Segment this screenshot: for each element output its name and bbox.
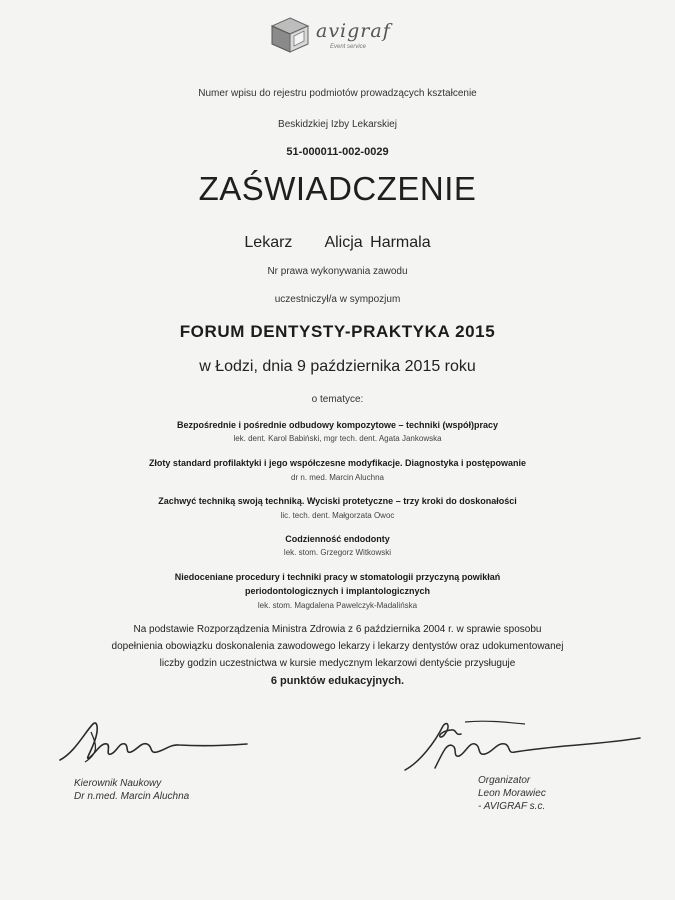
event-place-date: w Łodzi, dnia 9 października 2015 roku <box>199 358 476 375</box>
topic-4-title: Codzienność endodonty <box>285 534 390 544</box>
topic-5-author: lek. stom. Magdalena Pawelczyk-Madalińska <box>257 601 418 610</box>
recipient-line <box>0 234 675 252</box>
right-signature-icon <box>395 712 645 782</box>
education-points: 6 punktów edukacyjnych. <box>270 675 405 687</box>
document-title: ZAŚWIADCZENIE <box>198 170 477 207</box>
topics-label: o tematyce: <box>311 394 364 405</box>
topic-3-title: Zachwyć techniką swoją techniką. Wyciski protetyczne – trzy kroki do doskonałości <box>158 496 517 506</box>
topic-2-author: dr n. med. Marcin Aluchna <box>291 473 384 482</box>
license-label: Nr prawa wykonywania zawodu <box>267 266 408 277</box>
legal-line-1: Na podstawie Rozporządzenia Ministra Zdrowia z 6 października 2004 r. w sprawie sposobu <box>133 624 542 635</box>
logo-brand: avigraf <box>316 20 391 42</box>
left-signatory-name: Dr n.med. Marcin Aluchna <box>74 791 190 802</box>
topic-5-title-line-2: periodontologicznych i implantologicznych <box>244 586 430 596</box>
right-signatory-name: Leon Morawiec <box>478 788 546 799</box>
register-number: 51-000011-002-0029 <box>286 146 389 158</box>
topic-1-author: lek. dent. Karol Babiński, mgr tech. dent. Agata Jankowska <box>233 434 442 443</box>
logo-tagline: Event service <box>330 44 367 50</box>
legal-line-3: liczby godzin uczestnictwa w kursie medycznym lekarzowi dentyście przysługuje <box>159 658 516 669</box>
right-signatory-role: Organizator <box>478 775 531 786</box>
topic-1-title: Bezpośrednie i pośrednie odbudowy kompozytowe – techniki (współ)pracy <box>176 420 499 430</box>
cube-logo-icon <box>268 14 312 54</box>
left-signatory-role: Kierownik Naukowy <box>74 778 162 789</box>
right-signatory-company: - AVIGRAF s.c. <box>478 801 546 812</box>
topic-5-title-line-1: Niedoceniane procedury i techniki pracy w stomatologii przyczyną powikłań <box>174 572 501 582</box>
legal-line-2: dopełnienia obowiązku doskonalenia zawodowego lekarzy i lekarzy dentystów oraz udokumentowanej <box>111 641 564 652</box>
left-signature-icon <box>55 712 255 772</box>
register-line-1: Numer wpisu do rejestru podmiotów prowadzących kształcenie <box>198 88 477 99</box>
topic-4-author: lek. stom. Grzegorz Witkowski <box>283 548 392 557</box>
left-signatory <box>74 777 189 803</box>
recipient-name: Alicja Harmala <box>324 234 431 251</box>
topic-2-title: Złoty standard profilaktyki i jego współczesne modyfikacje. Diagnostyka i postępowanie <box>148 458 527 468</box>
right-signatory <box>478 774 546 813</box>
event-name: FORUM DENTYSTY-PRAKTYKA 2015 <box>179 322 496 341</box>
recipient-profession: Lekarz <box>244 234 293 251</box>
avigraf-logo <box>268 14 418 58</box>
participation-text: uczestniczył/a w sympozjum <box>274 294 401 305</box>
register-line-2: Beskidzkiej Izby Lekarskiej <box>278 119 397 130</box>
topic-3-author: lic. tech. dent. Małgorzata Owoc <box>280 511 395 520</box>
